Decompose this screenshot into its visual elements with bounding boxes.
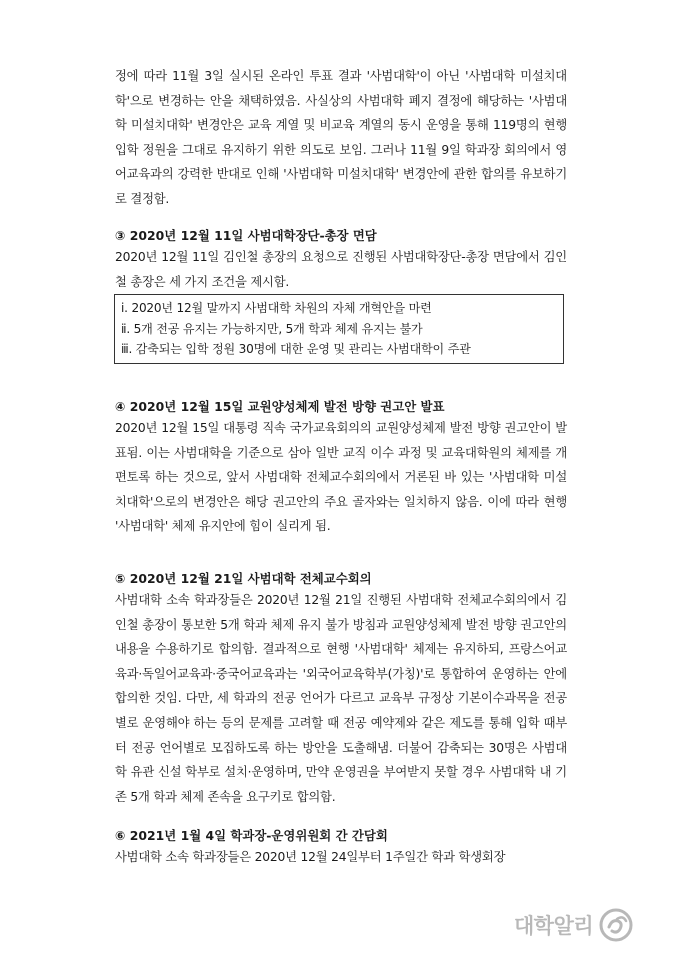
ulsan-swirl-logo-icon	[597, 907, 635, 943]
condition-item-1: ⅰ. 2020년 12월 말까지 사범대학 차원의 자체 개혁안을 마련	[121, 301, 432, 315]
condition-item-3: ⅲ. 감축되는 입학 정원 30명에 대한 운영 및 관리는 사범대학이 주관	[121, 342, 471, 357]
section-4-heading: ④ 2020년 12월 15일 교원양성체제 발전 방향 권고안 발표	[115, 399, 445, 414]
section-5-body: 사범대학 소속 학과장들은 2020년 12월 21일 진행된 사범대학 전체교수회의에서 김인철 총장이 통보한 5개 학과 체제 유지 불가 방침과 교원양성체제 발전 방향 권고안의 내용을 수용하기로 합의함. 결과적으로 현행 '사범대학' 체제는 유지하되, 프랑스어교육과·독일어교육과·중국어교육과는 '외국어교육학부(가칭)'로 통합하여 운영하는 안에 합의한 것임. 다만, 세 학과의 전공 언어가 다르고 교육부 규정상 기본이수과목을 전공별로 운영해야 하는 등의 문제를 고려할 때 전공 예약제와 같은 제도를 통해 입학 때부터 전공 언어별로 모집하도록 하는 방안을 도출해냄. 더불어 감축되는 30명은 사범대학 유관 신설 학부로 설치·운영하며, 만약 운영권을 부여받지 못할 경우 사범대학 내 기존 5개 학과 체제 존속을 요구키로 합의함.	[115, 593, 567, 804]
section-5-heading: ⑤ 2020년 12월 21일 사범대학 전체교수회의	[115, 571, 372, 586]
paragraph-intro: 정에 따라 11월 3일 실시된 온라인 투표 결과 '사범대학'이 아닌 '사범대학 미설치대학'으로 변경하는 안을 채택하였음. 사실상의 사범대학 폐지 결정에 해당하는 '사범대학 미설치대학' 변경안은 교육 계열 및 비교육 계열의 동시 운영을 통해 119명의 현행 입학 정원을 그대로 유지하기 위한 의도로 보임. 그러나 11월 9일 학과장 회의에서 영어교육과의 강력한 반대로 인해 '사범대학 미설치대학' 변경안에 관한 합의를 유보하기로 결정함.	[115, 69, 567, 206]
section-6-body: 사범대학 소속 학과장들은 2020년 12월 24일부터 1주일간 학과 학생회장	[115, 850, 506, 864]
section-3-body: 2020년 12월 11일 김인철 총장의 요청으로 진행된 사범대학장단-총장 면담에서 김인철 총장은 세 가지 조건을 제시함.	[115, 250, 567, 289]
section-6-heading: ⑥ 2021년 1월 4일 학과장-운영위원회 간 간담회	[115, 828, 388, 843]
section-4-body: 2020년 12월 15일 대통령 직속 국가교육회의의 교원양성체제 발전 방향 권고안이 발표됨. 이는 사범대학을 기준으로 삼아 일반 교직 이수 과정 및 교육대학원의 체제를 개편토록 하는 것으로, 앞서 사범대학 전체교수회의에서 거론된 바 있는 '사범대학 미설치대학'으로의 변경안은 해당 권고안의 주요 골자와는 일치하지 않음. 이에 따라 현행 '사범대학' 체제 유지안에 힘이 실리게 됨.	[115, 421, 567, 534]
condition-item-2: ⅱ. 5개 전공 유지는 가능하지만, 5개 학과 체제 유지는 불가	[121, 321, 423, 336]
watermark	[514, 905, 635, 945]
section-3-heading: ③ 2020년 12월 11일 사범대학장단-총장 면담	[115, 228, 377, 243]
conditions-box	[114, 294, 564, 364]
watermark-text: 대학알리	[514, 914, 594, 938]
